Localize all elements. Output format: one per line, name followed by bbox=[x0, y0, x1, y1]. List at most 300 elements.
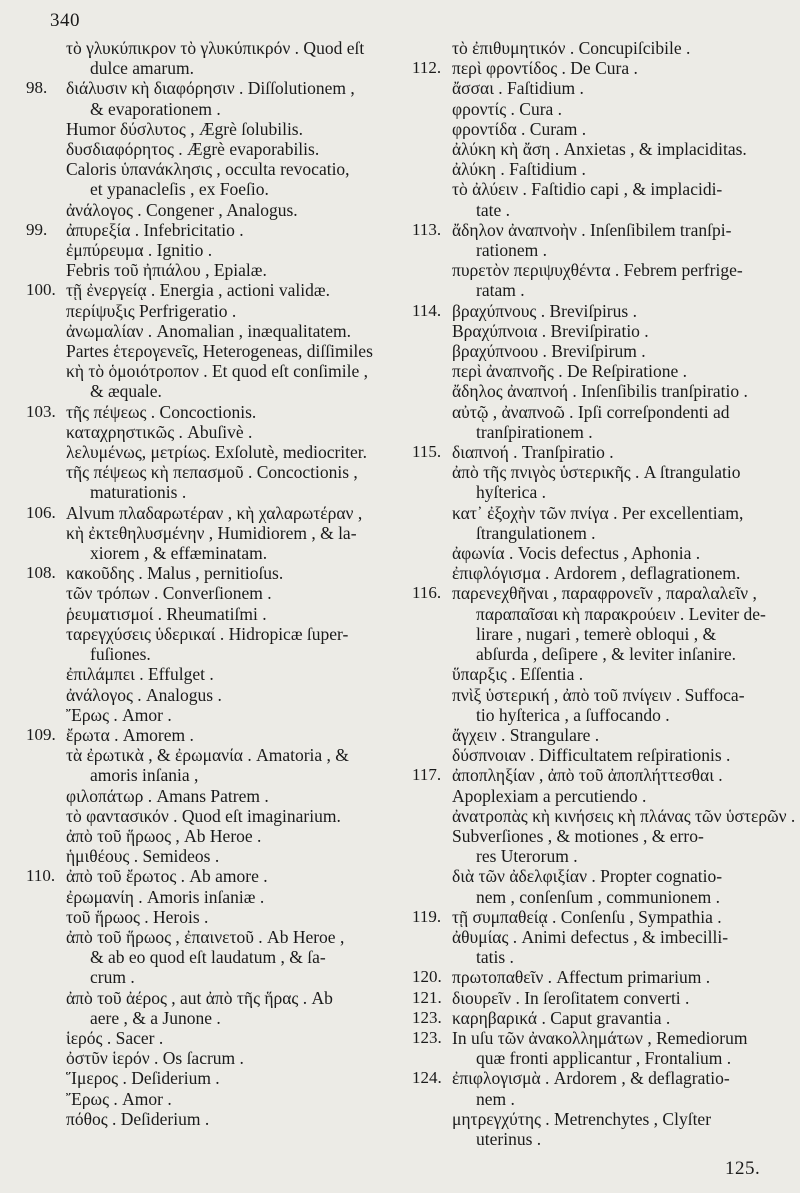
entry-number bbox=[412, 482, 452, 502]
entry-text: Caloris ὑπανάκλησις , occulta revocatio, bbox=[66, 159, 350, 180]
glossary-line bbox=[26, 866, 408, 886]
entry-number bbox=[26, 1008, 66, 1028]
glossary-line bbox=[412, 38, 782, 58]
glossary-line bbox=[26, 967, 408, 987]
entry-text: ἐπιφλόγισμα . Ardorem , deflagrationem. bbox=[452, 563, 741, 584]
entry-number bbox=[412, 422, 452, 442]
glossary-line bbox=[26, 462, 408, 482]
glossary-line bbox=[26, 907, 408, 927]
entry-number bbox=[412, 78, 452, 98]
entry-number bbox=[412, 381, 452, 401]
glossary-line bbox=[412, 139, 782, 159]
glossary-line bbox=[26, 786, 408, 806]
entry-text: ἀπὸ τοῦ ἔρωτος . Ab amore . bbox=[66, 866, 268, 887]
entry-number bbox=[26, 422, 66, 442]
entry-text: δύσπνοιαν . Difficultatem reſpirationis . bbox=[452, 745, 731, 766]
entry-text: Febris τοῦ ἠπιάλου , Epialæ. bbox=[66, 260, 267, 281]
entry-number bbox=[26, 907, 66, 927]
entry-number: 124. bbox=[412, 1068, 442, 1088]
entry-text: ἐπιλάμπει . Effulget . bbox=[66, 664, 214, 685]
left-column bbox=[26, 38, 408, 1129]
entry-number bbox=[26, 947, 66, 967]
glossary-line bbox=[26, 1028, 408, 1048]
entry-text: ἀνωμαλίαν . Anomalian , inæqualitatem. bbox=[66, 320, 351, 341]
entry-number: 113. bbox=[412, 219, 442, 239]
entry-number bbox=[412, 260, 452, 280]
entry-number bbox=[26, 1089, 66, 1109]
glossary-line bbox=[412, 99, 782, 119]
entry-text: περίψυξις Perfrigeratio . bbox=[66, 300, 237, 321]
entry-number bbox=[412, 1089, 452, 1109]
entry-text: παραπαῖσαι κὴ παρακρούειν . Leviter de- bbox=[476, 603, 766, 624]
entry-text: Subverſiones , & motiones , & erro- bbox=[452, 825, 704, 846]
entry-number: 123. bbox=[412, 1007, 442, 1027]
entry-number bbox=[26, 705, 66, 725]
entry-number bbox=[412, 119, 452, 139]
glossary-line bbox=[26, 604, 408, 624]
glossary-line bbox=[26, 563, 408, 583]
entry-number bbox=[412, 644, 452, 664]
glossary-line bbox=[412, 220, 782, 240]
entry-text: τῆς πέψεως . Concoctionis. bbox=[66, 401, 257, 422]
entry-number bbox=[26, 361, 66, 381]
entry-number bbox=[26, 139, 66, 159]
glossary-line bbox=[26, 220, 408, 240]
entry-number bbox=[26, 1109, 66, 1129]
glossary-line bbox=[26, 1048, 408, 1068]
entry-number bbox=[412, 1048, 452, 1068]
entry-number bbox=[412, 826, 452, 846]
entry-number bbox=[26, 745, 66, 765]
entry-number bbox=[412, 745, 452, 765]
entry-number bbox=[412, 664, 452, 684]
entry-number bbox=[412, 341, 452, 361]
entry-text: & evaporationem . bbox=[90, 98, 221, 119]
glossary-line bbox=[26, 685, 408, 705]
glossary-line bbox=[26, 442, 408, 462]
entry-number bbox=[412, 200, 452, 220]
glossary-line bbox=[412, 563, 782, 583]
glossary-line bbox=[412, 260, 782, 280]
entry-text: φροντίς . Cura . bbox=[452, 98, 563, 119]
entry-text: φροντίδα . Curam . bbox=[452, 118, 587, 139]
glossary-line bbox=[412, 1028, 782, 1048]
glossary-line bbox=[26, 806, 408, 826]
entry-number bbox=[26, 927, 66, 947]
glossary-line bbox=[412, 503, 782, 523]
entry-number bbox=[26, 442, 66, 462]
entry-text: ἀπὸ τῆς πνιγὸς ὑστερικῆς . A ſtrangulatio bbox=[452, 462, 741, 483]
entry-number: 119. bbox=[412, 906, 442, 926]
entry-text: Apoplexiam a percutiendo . bbox=[452, 785, 647, 806]
glossary-line bbox=[412, 1089, 782, 1109]
entry-text: καρηβαρικά . Caput gravantia . bbox=[452, 1007, 671, 1028]
entry-number bbox=[26, 240, 66, 260]
entry-text: τῇ συμπαθείᾳ . Conſenſu , Sympathia . bbox=[452, 906, 722, 927]
entry-text: tate . bbox=[476, 199, 511, 220]
glossary-line bbox=[412, 685, 782, 705]
glossary-line bbox=[412, 1109, 782, 1129]
glossary-line bbox=[26, 705, 408, 725]
entry-number bbox=[412, 685, 452, 705]
entry-text: fuſiones. bbox=[90, 644, 151, 665]
entry-text: quæ fronti applicantur , Frontalium . bbox=[476, 1048, 732, 1069]
entry-text: κὴ ἐκτεθηλυσμένην , Humidiorem , & la- bbox=[66, 522, 357, 543]
glossary-line bbox=[412, 523, 782, 543]
entry-number bbox=[412, 361, 452, 381]
entry-text: ἀνάλογος . Analogus . bbox=[66, 684, 222, 705]
entry-text: πνὶξ ὑστερική , ἀπὸ τοῦ πνίγειν . Suffoca- bbox=[452, 684, 745, 705]
entry-text: Partes ἑτερογενεῖς, Heterogeneas, diſſimiles bbox=[66, 341, 373, 362]
entry-text: ratam . bbox=[476, 280, 525, 301]
glossary-line bbox=[26, 644, 408, 664]
entry-number bbox=[26, 765, 66, 785]
entry-text: διάλυσιν κὴ διαφόρησιν . Diſſolutionem , bbox=[66, 78, 355, 99]
entry-text: In uſu τῶν ἀνακολλημάτων , Remediorum bbox=[452, 1027, 748, 1048]
entry-text: ἀπυρεξία . Infebricitatio . bbox=[66, 219, 244, 240]
entry-number bbox=[26, 624, 66, 644]
glossary-line bbox=[412, 280, 782, 300]
entry-text: λελυμένως, μετρίως. Exſolutè, mediocriter. bbox=[66, 442, 368, 463]
entry-number bbox=[26, 1028, 66, 1048]
entry-number bbox=[26, 200, 66, 220]
entry-number bbox=[26, 826, 66, 846]
entry-text: ἀλύκη . Faſtidium . bbox=[452, 159, 586, 180]
entry-text: crum . bbox=[90, 967, 135, 988]
entry-text: περὶ φροντίδος . De Cura . bbox=[452, 58, 638, 79]
entry-text: κὴ τὸ ὁμοιότροπον . Et quod eſt conſimile , bbox=[66, 361, 368, 382]
entry-text: Ἵμερος . Deſiderium . bbox=[66, 1068, 220, 1089]
entry-text: πυρετὸν περιψυχθέντα . Febrem perfrige- bbox=[452, 260, 743, 281]
glossary-line bbox=[26, 159, 408, 179]
glossary-line bbox=[412, 927, 782, 947]
glossary-line bbox=[26, 543, 408, 563]
glossary-line bbox=[412, 543, 782, 563]
glossary-line bbox=[412, 442, 782, 462]
glossary-line bbox=[26, 240, 408, 260]
entry-number: 123. bbox=[412, 1027, 442, 1047]
glossary-line bbox=[26, 927, 408, 947]
entry-text: ὀστῦν ἱερόν . Os ſacrum . bbox=[66, 1048, 244, 1069]
entry-text: ἄδηλον ἀναπνοὴν . Inſenſibilem tranſpi- bbox=[452, 219, 732, 240]
glossary-line bbox=[412, 159, 782, 179]
entry-number: 100. bbox=[26, 280, 56, 300]
entry-text: τῇ ἐνεργείᾳ . Energia , actioni validæ. bbox=[66, 280, 330, 301]
entry-text: xiorem , & effæminatam. bbox=[90, 543, 268, 564]
entry-number bbox=[412, 725, 452, 745]
entry-text: ῥευματισμοί . Rheumatiſmi . bbox=[66, 603, 267, 624]
entry-text: ἀποπληξίαν , ἀπὸ τοῦ ἀποπλήττεσθαι . bbox=[452, 765, 723, 786]
entry-text: ἄδηλος ἀναπνοή . Inſenſibilis tranſpiratio . bbox=[452, 381, 748, 402]
glossary-line bbox=[26, 1008, 408, 1028]
glossary-line bbox=[412, 705, 782, 725]
entry-text: βραχύπνους . Breviſpirus . bbox=[452, 300, 637, 321]
entry-text: Alvum πλαδαρωτέραν , κὴ χαλαρωτέραν , bbox=[66, 502, 363, 523]
entry-number bbox=[412, 38, 452, 58]
entry-number bbox=[26, 301, 66, 321]
glossary-line bbox=[412, 866, 782, 886]
entry-number bbox=[412, 887, 452, 907]
glossary-line bbox=[412, 422, 782, 442]
glossary-line bbox=[412, 765, 782, 785]
entry-number bbox=[412, 280, 452, 300]
glossary-line bbox=[412, 624, 782, 644]
entry-number bbox=[26, 462, 66, 482]
entry-number bbox=[26, 1068, 66, 1088]
entry-text: διαπνοή . Tranſpiratio . bbox=[452, 442, 614, 463]
entry-number bbox=[26, 159, 66, 179]
entry-text: aere , & a Junone . bbox=[90, 1007, 221, 1028]
entry-text: tatis . bbox=[476, 947, 514, 968]
entry-number bbox=[412, 179, 452, 199]
glossary-line bbox=[412, 402, 782, 422]
glossary-line bbox=[412, 786, 782, 806]
entry-number bbox=[412, 866, 452, 886]
entry-number bbox=[26, 967, 66, 987]
glossary-line bbox=[26, 523, 408, 543]
glossary-line bbox=[26, 58, 408, 78]
glossary-line bbox=[26, 260, 408, 280]
glossary-line bbox=[26, 179, 408, 199]
entry-text: τὰ ἐρωτικὰ , & ἐρωμανία . Amatoria , & bbox=[66, 745, 349, 766]
glossary-line bbox=[26, 664, 408, 684]
entry-text: ἀλύκη κὴ ἄση . Anxietas , & implaciditas. bbox=[452, 139, 747, 160]
entry-number: 103. bbox=[26, 401, 56, 421]
glossary-line bbox=[26, 99, 408, 119]
entry-text: περὶ ἀναπνοῆς . De Reſpiratione . bbox=[452, 361, 687, 382]
entry-text: καταχρηστικῶς . Abuſivè . bbox=[66, 421, 253, 442]
entry-text: διὰ τῶν ἀδελφιξίαν . Propter cognatio- bbox=[452, 866, 723, 887]
glossary-line bbox=[26, 341, 408, 361]
entry-text: ἐρωμανίη . Amoris inſaniæ . bbox=[66, 886, 265, 907]
entry-text: ἀθυμίας . Animi defectus , & imbecilli- bbox=[452, 926, 729, 947]
entry-text: ἀφωνία . Vocis defectus , Aphonia . bbox=[452, 543, 701, 564]
entry-text: τοῦ ἥρωος . Herois . bbox=[66, 906, 209, 927]
entry-text: μητρεγχύτης . Metrenchytes , Clyſter bbox=[452, 1108, 712, 1129]
entry-text: & ab eo quod eſt laudatum , & ſa- bbox=[90, 947, 326, 968]
entry-text: uterinus . bbox=[476, 1128, 542, 1149]
entry-text: φιλοπάτωρ . Amans Patrem . bbox=[66, 785, 269, 806]
entry-number: 114. bbox=[412, 300, 442, 320]
entry-number bbox=[26, 806, 66, 826]
entry-number: 115. bbox=[412, 442, 442, 462]
entry-text: tranſpirationem . bbox=[476, 421, 593, 442]
entry-text: διουρεῖν . In ſeroſitatem converti . bbox=[452, 987, 690, 1008]
entry-number bbox=[412, 99, 452, 119]
entry-text: πρωτοπαθεῖν . Affectum primarium . bbox=[452, 967, 711, 988]
glossary-line bbox=[26, 482, 408, 502]
glossary-line bbox=[412, 1048, 782, 1068]
glossary-line bbox=[26, 583, 408, 603]
glossary-line bbox=[26, 280, 408, 300]
entry-text: Humor δύσλυτος , Ægrè ſolubilis. bbox=[66, 118, 303, 139]
entry-number bbox=[412, 159, 452, 179]
entry-number: 108. bbox=[26, 563, 56, 583]
entry-number bbox=[412, 240, 452, 260]
entry-number bbox=[26, 99, 66, 119]
entry-text: τῶν τρόπων . Converſionem . bbox=[66, 583, 272, 604]
glossary-line bbox=[412, 846, 782, 866]
entry-number bbox=[26, 786, 66, 806]
glossary-line bbox=[26, 301, 408, 321]
glossary-line bbox=[412, 240, 782, 260]
entry-text: τὸ ἀλύειν . Faſtidio capi , & implacidi- bbox=[452, 179, 723, 200]
entry-number: 121. bbox=[412, 987, 442, 1007]
entry-number bbox=[412, 624, 452, 644]
entry-text: κακοῦδης . Malus , pernitioſus. bbox=[66, 563, 284, 584]
entry-number bbox=[412, 462, 452, 482]
entry-text: res Uterorum . bbox=[476, 846, 578, 867]
entry-text: Ἔρως . Amor . bbox=[66, 704, 172, 725]
glossary-line bbox=[412, 321, 782, 341]
entry-number bbox=[26, 1048, 66, 1068]
entry-number bbox=[26, 846, 66, 866]
entry-number bbox=[26, 482, 66, 502]
glossary-line bbox=[412, 826, 782, 846]
entry-number: 106. bbox=[26, 502, 56, 522]
entry-number bbox=[26, 583, 66, 603]
entry-text: ἡμιθέους . Semideos . bbox=[66, 846, 220, 867]
entry-number bbox=[26, 523, 66, 543]
glossary-line bbox=[412, 78, 782, 98]
entry-number bbox=[412, 705, 452, 725]
entry-text: αὐτῷ , ἀναπνοῶ . Ipſi correſpondenti ad bbox=[452, 401, 730, 422]
glossary-line bbox=[26, 200, 408, 220]
entry-number bbox=[412, 947, 452, 967]
entry-text: dulce amarum. bbox=[90, 58, 194, 79]
entry-text: ὕπαρξις . Eſſentia . bbox=[452, 664, 584, 685]
entry-text: ἀπὸ τοῦ ἥρωος , ἐπαινετοῦ . Ab Heroe , bbox=[66, 926, 345, 947]
entry-number bbox=[26, 604, 66, 624]
glossary-line bbox=[26, 846, 408, 866]
entry-number: 98. bbox=[26, 78, 48, 98]
glossary-line bbox=[26, 624, 408, 644]
entry-text: nem , conſenſum , communionem . bbox=[476, 886, 720, 907]
glossary-line bbox=[26, 745, 408, 765]
entry-number bbox=[26, 260, 66, 280]
glossary-line bbox=[412, 664, 782, 684]
glossary-line bbox=[412, 604, 782, 624]
glossary-line bbox=[26, 38, 408, 58]
glossary-line bbox=[412, 361, 782, 381]
glossary-line bbox=[412, 58, 782, 78]
glossary-line bbox=[412, 200, 782, 220]
entry-number bbox=[412, 563, 452, 583]
glossary-line bbox=[26, 78, 408, 98]
glossary-line bbox=[412, 725, 782, 745]
entry-text: & æquale. bbox=[90, 381, 162, 402]
glossary-line bbox=[26, 988, 408, 1008]
entry-text: ἔρωτα . Amorem . bbox=[66, 724, 194, 745]
entry-number bbox=[412, 321, 452, 341]
entry-text: Ἔρως . Amor . bbox=[66, 1088, 172, 1109]
entry-number bbox=[412, 786, 452, 806]
entry-number: 109. bbox=[26, 724, 56, 744]
entry-number bbox=[26, 664, 66, 684]
entry-text: τῆς πέψεως κὴ πεπασμοῦ . Concoctionis , bbox=[66, 462, 358, 483]
entry-number bbox=[412, 139, 452, 159]
glossary-line bbox=[26, 947, 408, 967]
entry-text: πόθος . Deſiderium . bbox=[66, 1108, 210, 1129]
entry-number bbox=[26, 58, 66, 78]
entry-text: ἐπιφλογισμὰ . Ardorem , & deflagratio- bbox=[452, 1068, 730, 1089]
entry-text: βραχύπνοου . Breviſpirum . bbox=[452, 341, 646, 362]
entry-number bbox=[26, 119, 66, 139]
entry-text: maturationis . bbox=[90, 482, 187, 503]
entry-text: τὸ φαντασικόν . Quod eſt imaginarium. bbox=[66, 805, 341, 826]
glossary-line bbox=[412, 341, 782, 361]
glossary-line bbox=[26, 1089, 408, 1109]
entry-number: 116. bbox=[412, 583, 442, 603]
glossary-line bbox=[26, 361, 408, 381]
glossary-line bbox=[412, 583, 782, 603]
entry-number: 110. bbox=[26, 866, 56, 886]
entry-number bbox=[26, 988, 66, 1008]
glossary-line bbox=[26, 381, 408, 401]
glossary-line bbox=[412, 119, 782, 139]
entry-text: τὸ γλυκύπικρον τὸ γλυκύπικρόν . Quod eſt bbox=[66, 38, 365, 58]
entry-number bbox=[412, 503, 452, 523]
entry-text: nem . bbox=[476, 1088, 515, 1109]
glossary-line bbox=[26, 402, 408, 422]
entry-number: 112. bbox=[412, 58, 442, 78]
entry-text: δυσδιαφόρητος . Ægrè evaporabilis. bbox=[66, 139, 320, 160]
entry-number bbox=[412, 1109, 452, 1129]
glossary-line bbox=[26, 765, 408, 785]
entry-number bbox=[26, 179, 66, 199]
entry-text: ἀπὸ τοῦ ἀέρος , aut ἀπὸ τῆς ἥρας . Ab bbox=[66, 987, 333, 1008]
glossary-line bbox=[412, 745, 782, 765]
entry-text: abſurda , deſipere , & leviter inſanire. bbox=[476, 644, 736, 665]
glossary-line bbox=[412, 381, 782, 401]
entry-number bbox=[26, 543, 66, 563]
entry-text: ταρεγχύσεις ὑδερικαί . Hidropicæ ſuper- bbox=[66, 623, 349, 644]
entry-number bbox=[26, 341, 66, 361]
glossary-line bbox=[26, 1109, 408, 1129]
glossary-line bbox=[412, 988, 782, 1008]
entry-number bbox=[412, 846, 452, 866]
entry-text: ἀνατροπὰς κὴ κινήσεις κὴ πλάνας τῶν ὑστερῶν . bbox=[452, 805, 796, 826]
entry-text: ἄσσαι . Faſtidium . bbox=[452, 78, 584, 99]
glossary-line bbox=[412, 805, 796, 826]
entry-text: παρενεχθῆναι , παραφρονεῖν , παραλαλεῖν , bbox=[452, 583, 757, 604]
entry-number bbox=[412, 523, 452, 543]
glossary-line bbox=[412, 482, 782, 502]
entry-number bbox=[26, 321, 66, 341]
glossary-line bbox=[26, 725, 408, 745]
page-number-top: 340 bbox=[50, 10, 80, 31]
entry-number bbox=[412, 927, 452, 947]
entry-number bbox=[412, 806, 452, 826]
entry-number: 99. bbox=[26, 219, 48, 239]
entry-text: lirare , nugari , temerè obloqui , & bbox=[476, 623, 717, 644]
glossary-line bbox=[412, 644, 782, 664]
entry-number bbox=[26, 887, 66, 907]
entry-text: Βραχύπνοια . Breviſpiratio . bbox=[452, 320, 649, 341]
entry-text: ἱερός . Sacer . bbox=[66, 1027, 164, 1048]
glossary-line bbox=[26, 422, 408, 442]
glossary-line bbox=[412, 947, 782, 967]
entry-number: 120. bbox=[412, 967, 442, 987]
glossary-line bbox=[412, 1129, 782, 1149]
glossary-line bbox=[412, 907, 782, 927]
entry-text: κατ᾽ ἐξοχὴν τῶν πνίγα . Per excellentiam, bbox=[452, 502, 744, 523]
entry-number bbox=[412, 402, 452, 422]
glossary-line bbox=[26, 1068, 408, 1088]
glossary-line bbox=[412, 301, 782, 321]
glossary-line bbox=[26, 139, 408, 159]
entry-text: ἄγχειν . Strangulare . bbox=[452, 724, 600, 745]
